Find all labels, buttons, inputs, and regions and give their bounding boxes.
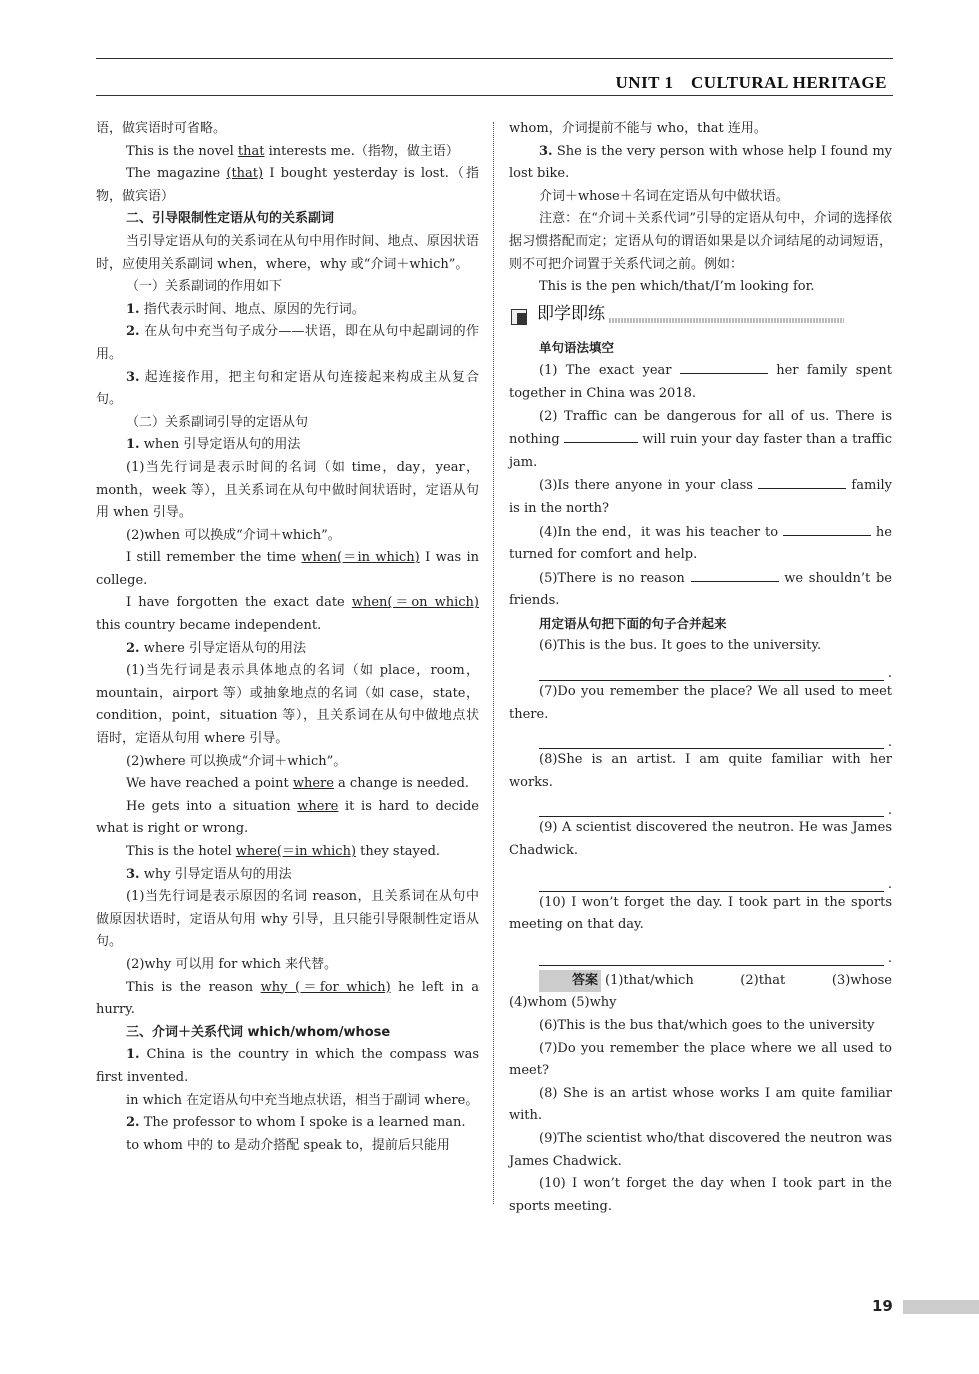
- example-sentence: This is the pen which/that/I’m looking for.: [539, 279, 815, 295]
- answer-key: (10) I won’t forget the day when I took part in the sports meeting.: [509, 1176, 892, 1214]
- exercise-heading: 用定语从句把下面的句子合并起来: [539, 615, 727, 631]
- list-item: 1. China is the country in which the compass was first invented.: [96, 1047, 479, 1085]
- list-item: 2. The professor to whom I spoke is a learned man.: [126, 1115, 466, 1131]
- question: (10) I won’t forget the day. I took part in the sports meeting on that day.: [509, 894, 892, 933]
- paragraph: in which 在定语从句中充当地点状语，相当于副词 where。: [126, 1092, 479, 1108]
- answer-blank[interactable]: [758, 474, 846, 489]
- practice-rule: [609, 318, 844, 323]
- answer-line[interactable]: .: [539, 794, 884, 817]
- column-divider: [493, 122, 494, 1204]
- example-sentence: I have forgotten the exact date when(＝on which) this country became independent.: [96, 595, 479, 634]
- page-tab-bar: [903, 1300, 979, 1314]
- unit-title: UNIT 1 CULTURAL HERITAGE: [615, 73, 887, 92]
- question: (1) The exact year her family spent together in China was 2018.: [509, 359, 892, 405]
- left-column: [96, 118, 479, 1157]
- question: (9) A scientist discovered the neutron. He was James Chadwick.: [509, 820, 892, 859]
- section-heading: 二、引导限制性定语从句的关系副词: [126, 211, 335, 227]
- example-sentence: This is the reason why (＝for which) he left in a hurry.: [96, 979, 479, 1018]
- question: (8)She is an artist. I am quite familiar with her works.: [509, 752, 892, 790]
- answer-key: (8) She is an artist whose works I am quite familiar with.: [509, 1085, 892, 1124]
- question: (5)There is no reason we shouldn’t be friends.: [509, 567, 892, 613]
- paragraph: 介词＋whose＋名词在定语从句中做状语。: [539, 188, 789, 204]
- subheading: （一）关系副词的作用如下: [126, 279, 283, 295]
- list-item: 2. where 引导定语从句的用法: [126, 640, 306, 656]
- answer-blank[interactable]: [680, 359, 768, 374]
- exercise-heading: 单句语法填空: [539, 339, 615, 355]
- list-item: 2. 在从句中充当句子成分——状语，即在从句中起副词的作用。: [96, 324, 479, 362]
- page-number: 19: [872, 1297, 893, 1315]
- list-item: 1. when 引导定语从句的用法: [126, 437, 301, 453]
- paragraph: (1)当先行词是表示时间的名词（如 time，day，year，month，week 等），且关系词在从句中做时间状语时，定语从句用 when 引导。: [96, 459, 479, 521]
- question: (4)In the end，it was his teacher to he turned for comfort and help.: [509, 521, 892, 567]
- text-line: whom，介词提前不能与 who，that 连用。: [509, 121, 767, 136]
- example-sentence: We have reached a point where a change is needed.: [126, 776, 470, 792]
- paragraph: 当引导定语从句的关系词在从句中用作时间、地点、原因状语时，应使用关系副词 when，where，why 或“介词＋which”。: [96, 233, 479, 272]
- paragraph: to whom 中的 to 是动介搭配 speak to，提前后只能用: [126, 1137, 450, 1153]
- question: (3)Is there anyone in your class family is in the north?: [509, 474, 892, 520]
- list-item: 3. She is the very person with whose help I found my lost bike.: [509, 143, 892, 182]
- answer-blank[interactable]: [691, 567, 779, 582]
- paragraph: (2)where 可以换成“介词＋which”。: [126, 753, 347, 769]
- question: (2) Traffic can be dangerous for all of us. There is nothing will ruin your day faster than a traffic jam.: [509, 408, 893, 470]
- example-sentence: He gets into a situation where it is hard to decide what is right or wrong.: [96, 798, 479, 837]
- example-sentence: This is the novel that interests me.（指物，做主语）: [126, 143, 459, 159]
- section-heading: 三、介词＋关系代词 which/whom/whose: [126, 1024, 391, 1040]
- paragraph: (1)当先行词是表示原因的名词 reason，且关系词在从句中做原因状语时，定语从句用 why 引导，且只能引导限制性定语从句。: [96, 889, 479, 950]
- note-paragraph: 注意：在“介词＋关系代词”引导的定语从句中，介词的选择依据习惯搭配而定；定语从句的谓语如果是以介词结尾的动词短语，则不可把介词置于关系代词之前。例如：: [509, 211, 892, 272]
- answer-tag: 答案: [539, 970, 601, 993]
- answer-line[interactable]: .: [539, 658, 884, 681]
- answer-line[interactable]: .: [539, 937, 884, 966]
- practice-banner: [509, 301, 892, 331]
- answer-key: 答案 (1)that/which (2)that (3)whose (4)whom (5)why: [509, 970, 892, 1015]
- answer-blank[interactable]: [564, 428, 638, 443]
- list-item: 3. why 引导定语从句的用法: [126, 866, 292, 882]
- practice-title: 即学即练: [537, 303, 605, 324]
- practice-icon-shadow: [517, 313, 527, 325]
- paragraph: (2)when 可以换成“介词＋which”。: [126, 527, 341, 543]
- question: (7)Do you remember the place? We all used to meet there.: [509, 684, 892, 722]
- example-sentence: The magazine (that) I bought yesterday is lost.（指物，做宾语）: [96, 166, 479, 204]
- answer-key: (9)The scientist who/that discovered the neutron was James Chadwick.: [509, 1130, 892, 1169]
- example-sentence: I still remember the time when(＝in which) I was in college.: [96, 550, 480, 588]
- answer-line[interactable]: .: [539, 726, 884, 749]
- answer-line[interactable]: .: [539, 863, 884, 892]
- list-item: 1. 指代表示时间、地点、原因的先行词。: [126, 301, 365, 317]
- paragraph: (1)当先行词是表示具体地点的名词（如 place，room，mountain，airport 等）或抽象地点的名词（如 case，state，condition，point，situation 等），且关系词在从句中做地点状语时，定语从句用 where 引导。: [96, 663, 479, 747]
- list-item: 3. 起连接作用，把主句和定语从句连接起来构成主从复合句。: [96, 369, 479, 408]
- question: (6)This is the bus. It goes to the university.: [539, 638, 822, 654]
- answer-blank[interactable]: [783, 521, 871, 536]
- example-sentence: This is the hotel where(＝in which) they stayed.: [126, 844, 441, 859]
- text-line: 语，做宾语时可省略。: [96, 121, 227, 136]
- paragraph: (2)why 可以用 for which 来代替。: [126, 956, 337, 972]
- header-rule-top: [96, 58, 893, 59]
- answer-key: (6)This is the bus that/which goes to the university: [539, 1018, 875, 1033]
- header-rule-bottom: [96, 95, 893, 96]
- answer-key: (7)Do you remember the place where we all used to meet?: [509, 1040, 892, 1079]
- subheading: （二）关系副词引导的定语从句: [126, 414, 309, 430]
- right-column: [509, 118, 906, 1218]
